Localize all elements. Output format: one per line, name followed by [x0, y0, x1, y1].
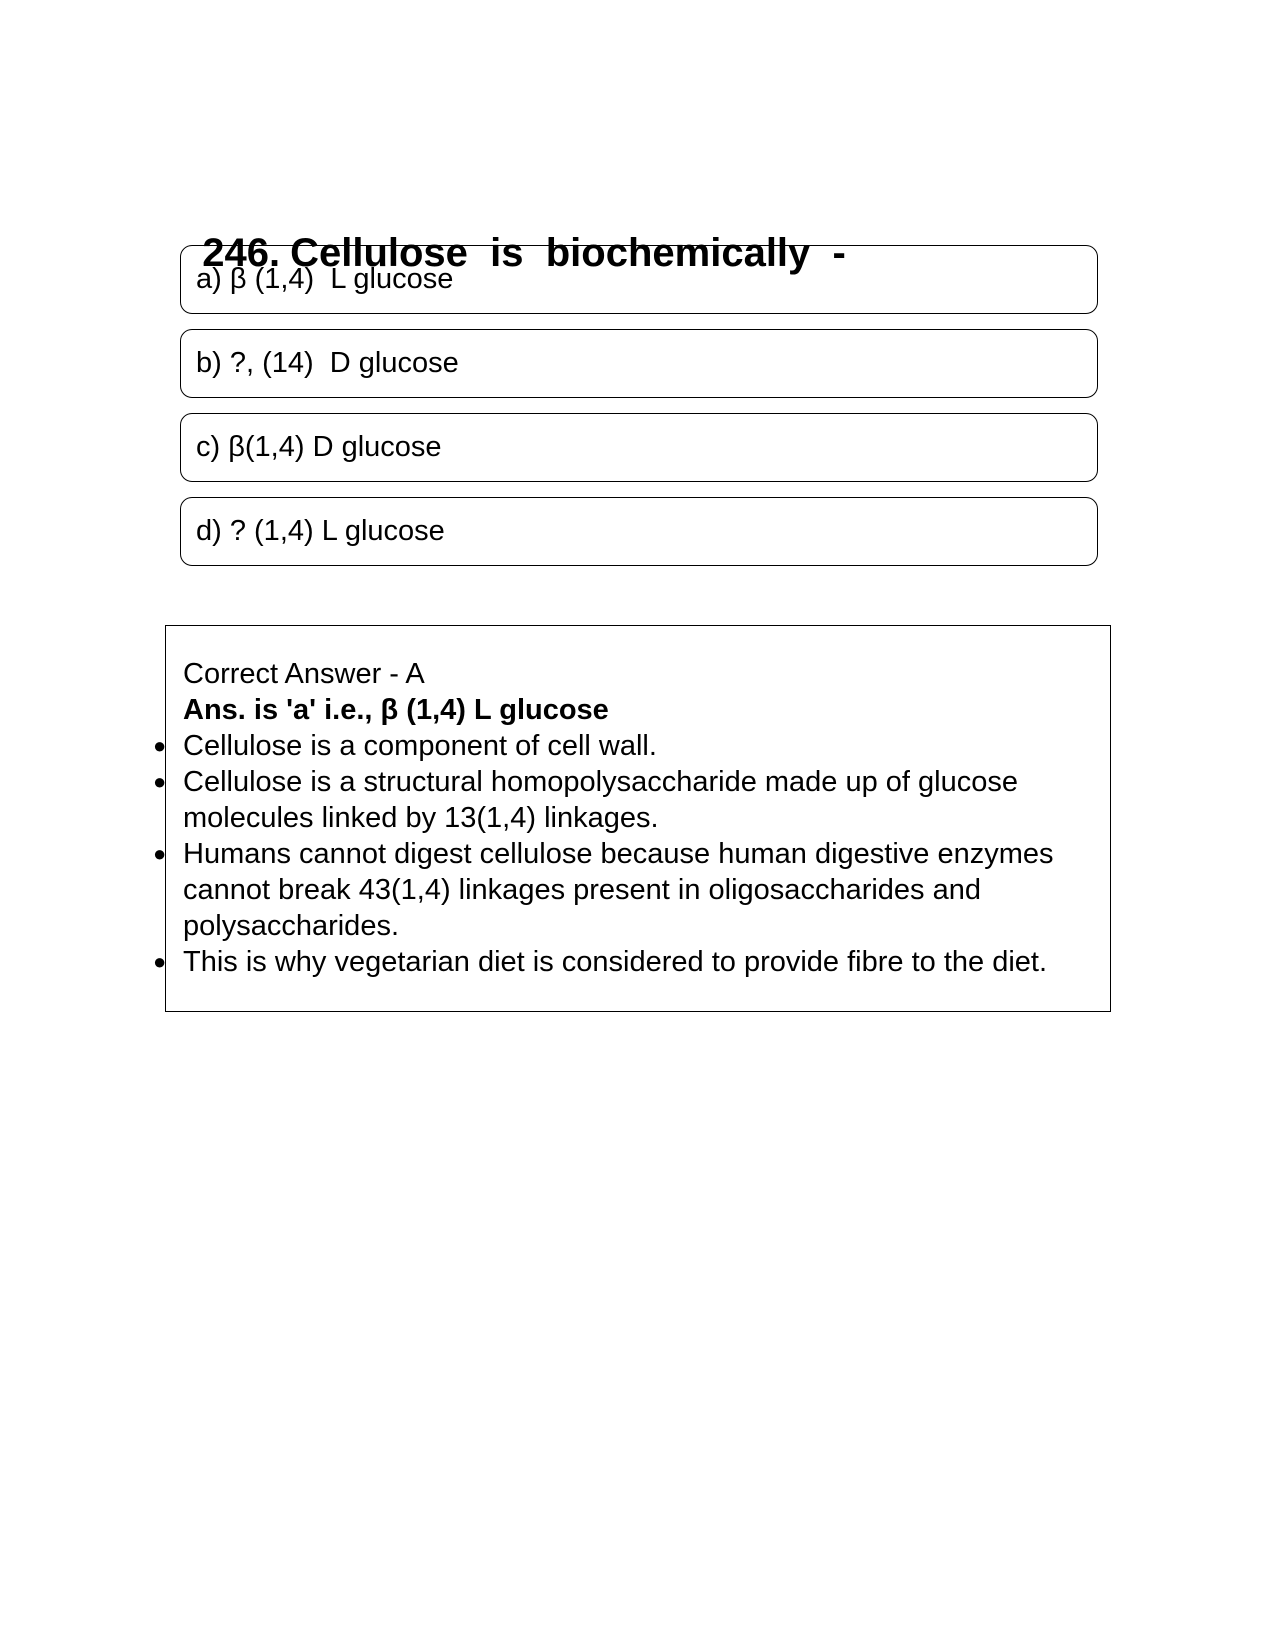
- list-item-text: This is why vegetarian diet is considered to provide fibre to the diet.: [183, 946, 1048, 978]
- option-b[interactable]: b) ?, (14) D glucose: [180, 329, 1098, 398]
- list-item: [153, 944, 1098, 980]
- list-item-text: Cellulose is a component of cell wall.: [183, 730, 657, 762]
- explanation-list: [153, 728, 1098, 980]
- bullet-icon: ●: [153, 769, 167, 794]
- answer-box: [153, 625, 1111, 1012]
- list-item: [153, 836, 1098, 944]
- option-d[interactable]: d) ? (1,4) L glucose: [180, 497, 1098, 566]
- correct-answer: Correct Answer - A: [183, 658, 425, 690]
- bullet-icon: ●: [153, 733, 167, 758]
- list-item: [153, 728, 1098, 764]
- answer-heading: Ans. is 'a' i.e., β (1,4) L glucose: [183, 694, 609, 726]
- question-number: 246.: [202, 231, 281, 275]
- option-a[interactable]: a) β (1,4) L glucose: [180, 245, 1098, 314]
- question-text: Cellulose is biochemically -: [290, 231, 846, 275]
- options-list: [180, 245, 1098, 581]
- list-item-text: Humans cannot digest cellulose because human digestive enzymes cannot break 43(1,4) linkages present in oligosaccharides and polysaccharides.: [183, 838, 1054, 942]
- bullet-icon: ●: [153, 949, 167, 974]
- bullet-icon: ●: [153, 841, 167, 866]
- option-c[interactable]: c) β(1,4) D glucose: [180, 413, 1098, 482]
- list-item-text: Cellulose is a structural homopolysaccharide made up of glucose molecules linked by 13(1,4) linkages.: [183, 766, 1018, 834]
- list-item: [153, 764, 1098, 836]
- answer-content: [153, 656, 1098, 980]
